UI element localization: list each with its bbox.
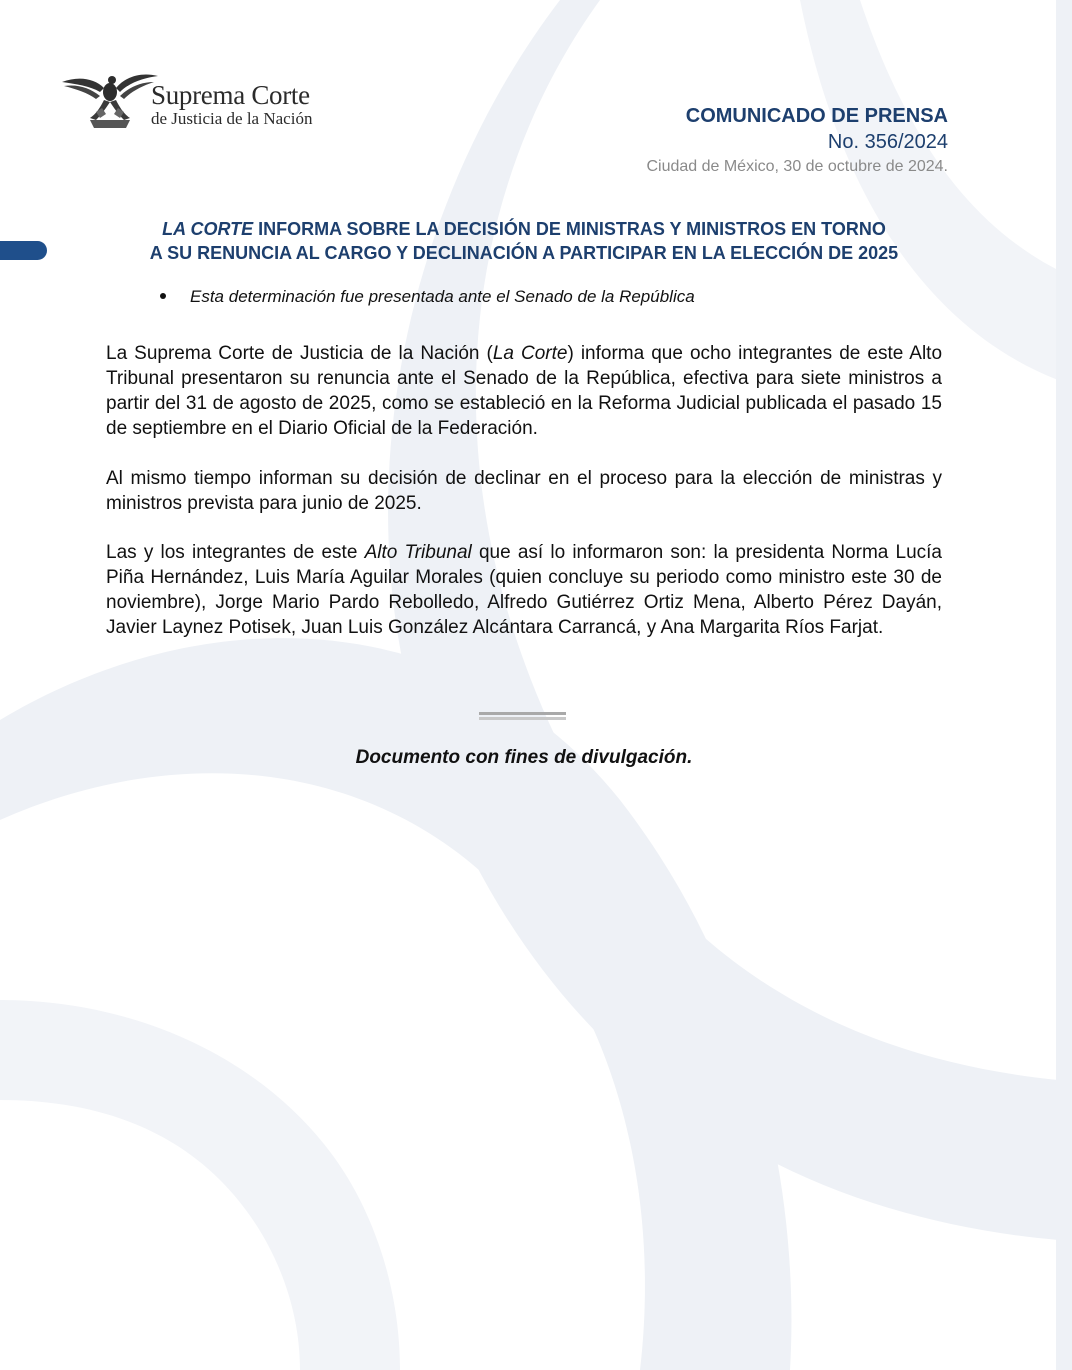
divider-line-top [479,712,566,715]
paragraph-1-text-b: ) informa que ocho integrantes de este Alto Tribunal presentaron su renuncia ante el Senado de la República, efectiva para siete ministros a partir del 31 de agosto de 2025, como se estableció en la Reforma Judicial publicada el pasado 15 de septiembre en el Diario Oficial de la Federación. [106,343,943,439]
press-release-date: Ciudad de México, 30 de octubre de 2024. [646,158,948,175]
paragraph-2: Al mismo tiempo informan su decisión de declinar en el proceso para la elección de ministras y ministros prevista para junio de 2025. [106,468,942,514]
footer-note: Documento con fines de divulgación. [355,747,693,768]
page-edge-strip [1056,0,1072,1370]
paragraph-3 [106,540,942,640]
paragraph-3-text-b: que así lo informaron son: la presidenta Norma Lucía Piña Hernández, Luis María Aguilar Morales (quien concluye su periodo como ministro este 30 de noviembre), Jorge Mario Pardo Rebolledo, Alfredo Gutiérrez Ortiz Mena, Alberto Pérez Dayán, Javier Laynez Potisek, Juan Luis González Alcántara Carrancá, y Ana Margarita Ríos Farjat. [106,542,942,638]
side-accent-tab [0,241,47,260]
paragraph-3-italic: Alto Tribunal [364,542,472,563]
section-divider [479,712,566,720]
bullet-dot-icon [160,293,166,299]
headline-line-2: A SU RENUNCIA AL CARGO Y DECLINACIÓN A PARTICIPAR EN LA ELECCIÓN DE 2025 [149,243,899,263]
paragraph-1-italic: La Corte [492,343,568,364]
headline-line-1-rest: INFORMA SOBRE LA DECISIÓN DE MINISTRAS Y MINISTROS EN TORNO [253,219,886,239]
press-release-header [646,104,948,179]
eagle-emblem-icon [60,68,160,132]
bullet-text: Esta determinación fue presentada ante el Senado de la República [190,287,695,306]
press-release-number: No. 356/2024 [827,131,948,153]
press-release-label: COMUNICADO DE PRENSA [685,105,948,127]
paragraph-1-text-a: La Suprema Corte de Justicia de la Nación ( [106,343,493,364]
bullet-item [160,287,695,307]
paragraph-1 [106,341,942,441]
logo-title: Suprema Corte [151,80,310,110]
logo-subtitle: de Justicia de la Nación [151,109,313,128]
scjn-logo [60,68,320,134]
headline-line-1 [106,217,942,241]
headline [106,217,942,265]
divider-line-bottom [479,717,566,720]
paragraph-3-text-a: Las y los integrantes de este [106,542,365,563]
headline-italic: LA CORTE [162,219,254,239]
